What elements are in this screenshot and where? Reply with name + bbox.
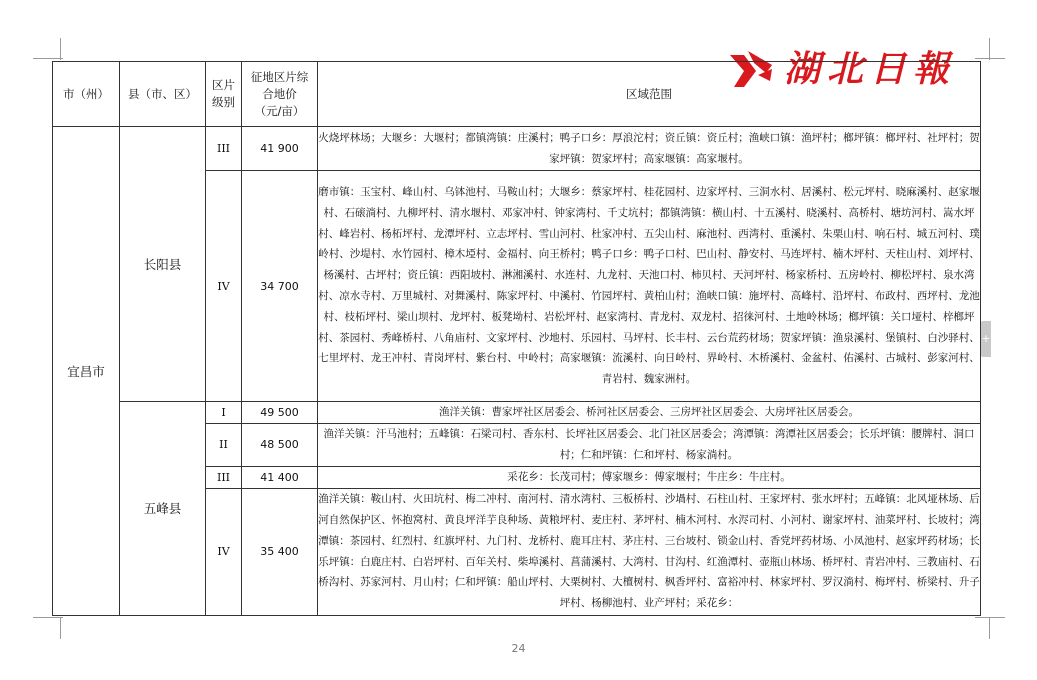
price-cell: 49 500 [242, 402, 318, 424]
area-cell: 采花乡：长茂司村；傅家堰乡：傅家堰村；牛庄乡：牛庄村。 [318, 466, 981, 488]
city-cell: 宜昌市 [53, 127, 120, 616]
header-city: 市（州） [53, 62, 120, 127]
header-price: 征地区片综合地价（元/亩） [242, 62, 318, 127]
logo-text: 湖北日報 [784, 48, 957, 90]
crop-mark [60, 38, 61, 60]
header-area: 区域范围 [318, 62, 981, 127]
table-row [53, 127, 981, 171]
crop-mark [60, 617, 61, 639]
header-county: 县（市、区） [120, 62, 206, 127]
page-number: 24 [511, 642, 526, 655]
crop-mark [33, 617, 63, 618]
county-cell: 五峰县 [120, 402, 206, 616]
side-expand-tab[interactable]: + [981, 321, 991, 357]
crop-mark [33, 58, 63, 59]
grade-cell: IV [206, 171, 242, 402]
table-row [53, 402, 981, 424]
grade-cell: III [206, 127, 242, 171]
crop-mark [989, 617, 990, 639]
grade-cell: III [206, 466, 242, 488]
header-row [53, 62, 981, 127]
grade-cell: IV [206, 488, 242, 615]
grade-cell: II [206, 424, 242, 467]
area-cell: 渔洋关镇：汗马池村；五峰镇：石梁司村、香东村、长坪社区居委会、北门社区居委会；湾潭镇：湾潭社区居委会；长乐坪镇：腰牌村、洞口村；仁和坪镇：仁和坪村、杨家淌村。 [318, 424, 981, 467]
area-cell: 磨市镇：玉宝村、峰山村、乌钵池村、马鞍山村；大堰乡：蔡家坪村、桂花园村、边家坪村、三洞水村、居溪村、松元坪村、晓麻溪村、赵家堰村、石磙淌村、九柳坪村、清水堰村、邓家冲村、钟家湾村、千丈坑村；都镇湾镇：横山村、十五溪村、晓溪村、高桥村、塘坊河村、嵩水坪村、峰岩村、杨柘坪村、龙潭坪村、立志坪村、雪山河村、杜家冲村、五尖山村、麻池村、西湾村、重溪村、朱栗山村、响石村、城五河村、璞岭村、沙堤村、水竹园村、樟木埡村、金福村、向王桥村；鸭子口乡：鸭子口村、巴山村、静安村、马连坪村、楠木坪村、天柱山村、刘坪村、杨溪村、古坪村；资丘镇：西阳坡村、淋湘溪村、水连村、九龙村、天池口村、柿贝村、天河坪村、杨家桥村、五房岭村、柳松坪村、泉水湾村、凉水寺村、万里城村、对舞溪村、陈家坪村、中溪村、竹园坪村、黄柏山村；渔峡口镇：施坪村、高峰村、沿坪村、布政村、西坪村、龙池村、枝柘坪村、梁山坝村、龙坪村、板凳坳村、岩松坪村、赵家湾村、青龙村、双龙村、招徕河村、土地岭林场；榔坪镇：关口垭村、梓榔坪村、茶园村、秀峰桥村、八角庙村、文家坪村、沙地村、乐园村、马坪村、长丰村、云台荒药材场；贺家坪镇：渔泉溪村、堡镇村、白沙驿村、七里坪村、龙王冲村、青岗坪村、紫台村、中岭村；高家堰镇：流溪村、向日岭村、界岭村、木桥溪村、金盆村、佑溪村、古城村、彭家河村、青岩村、魏家洲村。 [318, 171, 981, 402]
county-cell: 长阳县 [120, 127, 206, 402]
area-cell: 渔洋关镇：曹家坪社区居委会、桥河社区居委会、三房坪社区居委会、大房坪社区居委会。 [318, 402, 981, 424]
crop-mark [975, 617, 1005, 618]
price-cell: 41 900 [242, 127, 318, 171]
area-cell: 渔洋关镇：鞍山村、火田坑村、梅二冲村、南河村、清水湾村、三板桥村、沙堝村、石柱山村、王家坪村、张水坪村；五峰镇：北风垭林场、后河自然保护区、怀抱窝村、黄良坪洋芋良种场、黄粮坪村、麦庄村、茅坪村、楠木河村、水浕司村、小河村、谢家坪村、油菜坪村、长坡村；湾潭镇：茶园村、红烈村、红旗坪村、九门村、龙桥村、鹿耳庄村、茅庄村、三台坡村、锁金山村、香党坪药材场、小凤池村、赵家坪药材场；长乐坪镇：白鹿庄村、白岩坪村、百年关村、柴埠溪村、菖蒲溪村、大湾村、甘沟村、红渔潭村、壶瓶山林场、桥坪村、青岩冲村、三教庙村、石桥沟村、苏家河村、月山村；仁和坪镇：船山坪村、大栗树村、大檀树村、枫香坪村、富裕冲村、林家坪村、罗汉淌村、梅坪村、桥梁村、升子坪村、杨柳池村、业产坪村；采花乡： [318, 488, 981, 615]
grade-cell: I [206, 402, 242, 424]
land-price-table [52, 61, 981, 616]
price-cell: 35 400 [242, 488, 318, 615]
crop-mark [989, 38, 990, 60]
price-cell: 41 400 [242, 466, 318, 488]
price-cell: 48 500 [242, 424, 318, 467]
crop-mark [975, 58, 1005, 59]
area-cell: 火烧坪林场；大堰乡：大堰村；都镇湾镇：庄溪村；鸭子口乡：厚浪沱村；资丘镇：资丘村；渔峡口镇：渔坪村；榔坪镇：榔坪村、社坪村；贺家坪镇：贺家坪村；高家堰镇：高家堰村。 [318, 127, 981, 171]
header-grade: 区片级别 [206, 62, 242, 127]
price-cell: 34 700 [242, 171, 318, 402]
